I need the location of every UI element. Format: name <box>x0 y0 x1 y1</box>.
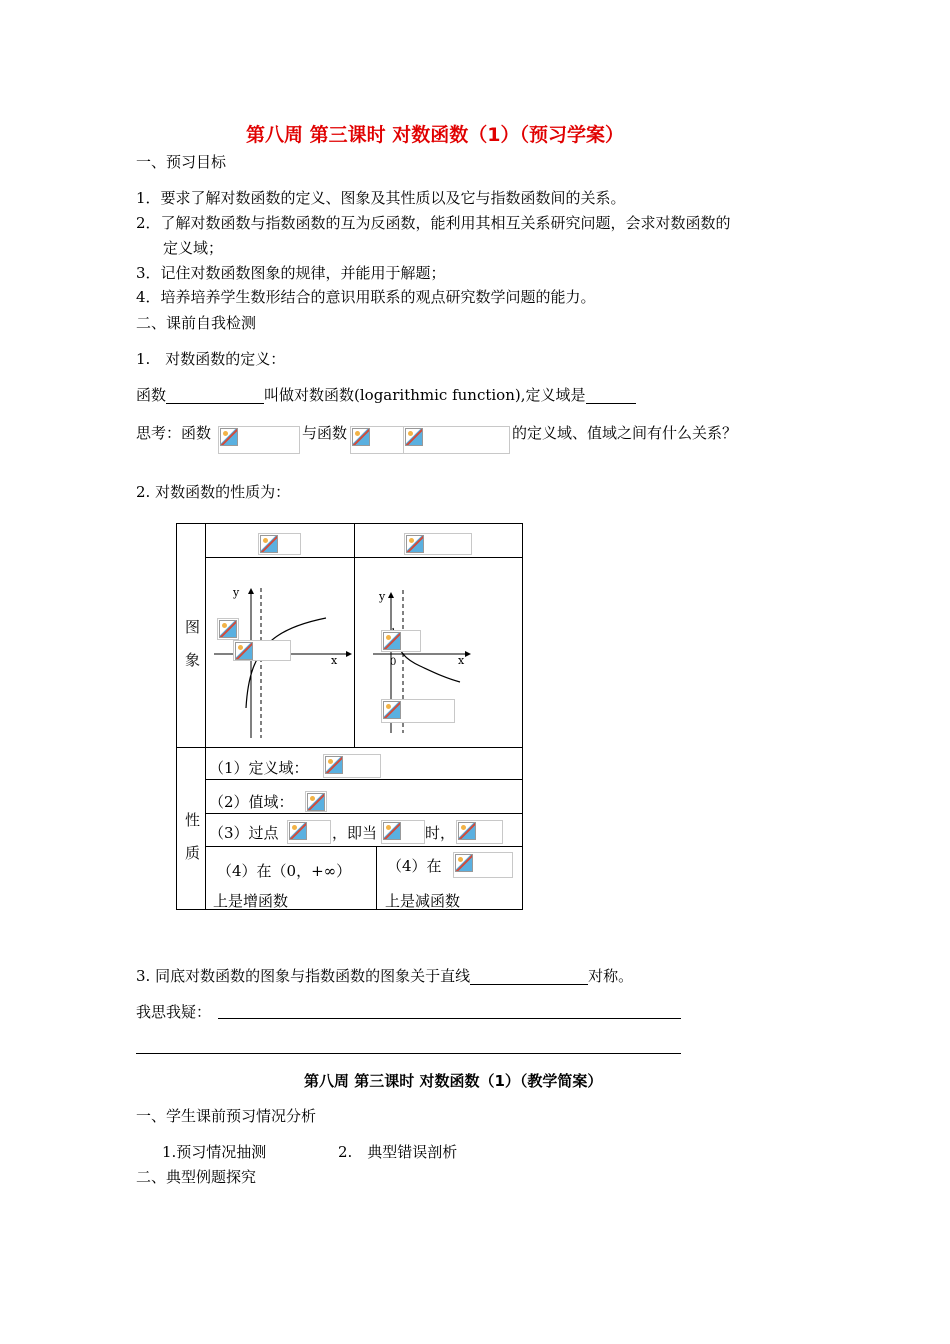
question-2: 2. 对数函数的性质为： <box>136 483 291 501</box>
row-label-graph: 象 <box>185 651 201 669</box>
think-mid: 与函数 <box>302 424 348 442</box>
row-label-graph: 图 <box>185 618 201 636</box>
broken-image-icon <box>406 535 424 553</box>
definition-line <box>136 386 636 404</box>
broken-image-icon <box>383 822 401 840</box>
broken-image-icon <box>325 756 343 774</box>
range-placeholder <box>305 791 327 812</box>
table-divider <box>376 846 377 909</box>
plan-heading-1: 一、学生课前预习情况分析 <box>136 1107 317 1125</box>
point-placeholder <box>287 820 331 844</box>
graph2-x-label: x <box>458 654 465 667</box>
reflection-line[interactable] <box>136 1053 681 1054</box>
table-divider <box>205 846 523 847</box>
section2-heading: 二、课前自我检测 <box>136 314 257 332</box>
graph-label-placeholder <box>217 618 239 640</box>
broken-image-icon <box>289 822 307 840</box>
formula-image-placeholder <box>403 426 510 454</box>
goal-item-3: 3．记住对数函数图象的规律，并能用于解题； <box>136 264 446 282</box>
properties-table <box>176 523 523 910</box>
broken-image-icon <box>307 793 325 811</box>
definition-mid: 叫做对数函数(logarithmic function),定义域是 <box>264 386 586 404</box>
property-point-a: （3）过点 <box>209 824 279 842</box>
broken-image-icon <box>352 428 370 446</box>
property-decreasing-b: 上是减函数 <box>385 892 461 910</box>
broken-image-icon <box>219 620 237 638</box>
header-condition-placeholder <box>404 533 472 555</box>
section1-heading: 一、预习目标 <box>136 153 227 171</box>
domain-blank[interactable] <box>586 387 636 404</box>
plan-heading-2: 二、典型例题探究 <box>136 1168 257 1186</box>
interval-placeholder <box>453 852 513 878</box>
definition-blank[interactable] <box>166 387 264 404</box>
graph1-x-label: x <box>331 654 338 667</box>
graph1-y-label: y <box>233 586 240 599</box>
property-point-b: ，即当 <box>332 824 378 842</box>
table-divider <box>177 747 523 748</box>
goal-item-2: 2．了解对数函数与指数函数的互为反函数，能利用其相互关系研究问题，会求对数函数的 <box>136 214 731 232</box>
point-placeholder <box>381 820 425 844</box>
broken-image-icon <box>455 854 473 872</box>
reflection-line[interactable] <box>218 1018 681 1019</box>
broken-image-icon <box>235 642 253 660</box>
property-range: （2）值域： <box>209 793 294 811</box>
broken-image-icon <box>383 632 401 650</box>
property-point-c: 时， <box>425 824 456 842</box>
reflection-label: 我思我疑： <box>136 1003 212 1021</box>
broken-image-icon <box>383 701 401 719</box>
plan-sub-2: 2. 典型错误剖析 <box>338 1143 458 1161</box>
graph-label-placeholder <box>381 630 421 652</box>
property-increasing-b: 上是增函数 <box>213 892 289 910</box>
question-3 <box>136 967 633 985</box>
property-increasing-a: （4）在（0，+∞） <box>217 862 352 880</box>
goal-item-2-cont: 定义域； <box>163 239 224 257</box>
graph-label-placeholder <box>233 640 291 661</box>
definition-prefix: 函数 <box>136 386 167 404</box>
table-divider <box>205 813 523 814</box>
row-label-properties: 性 <box>185 811 201 829</box>
plan-title: 第八周 第三课时 对数函数（1）（教学简案） <box>304 1072 603 1090</box>
graph2-y-label: y <box>379 590 386 603</box>
question-3-suffix: 对称。 <box>588 967 634 985</box>
symmetry-line-blank[interactable] <box>470 968 588 985</box>
formula-image-placeholder <box>218 426 300 454</box>
goal-item-4: 4．培养培养学生数形结合的意识用联系的观点研究数学问题的能力。 <box>136 288 596 306</box>
table-divider <box>205 779 523 780</box>
broken-image-icon <box>458 822 476 840</box>
page-title: 第八周 第三课时 对数函数（1）（预习学案） <box>246 124 624 146</box>
property-decreasing-a: （4）在 <box>387 857 442 875</box>
row-label-properties: 质 <box>185 844 201 862</box>
point-placeholder <box>456 820 503 844</box>
broken-image-icon <box>220 428 238 446</box>
domain-placeholder <box>323 754 381 778</box>
graph-label-placeholder <box>381 699 455 723</box>
question-3-prefix: 3. 同底对数函数的图象与指数函数的图象关于直线 <box>136 967 471 985</box>
property-domain: （1）定义域： <box>209 759 309 777</box>
graph2-origin-label: 0 <box>390 657 397 668</box>
think-suffix: 的定义域、值域之间有什么关系？ <box>512 424 738 442</box>
broken-image-icon <box>260 535 278 553</box>
formula-image-placeholder <box>350 426 404 454</box>
broken-image-icon <box>405 428 423 446</box>
header-condition-placeholder <box>258 533 301 555</box>
goal-item-1: 1．要求了解对数函数的定义、图象及其性质以及它与指数函数间的关系。 <box>136 189 626 207</box>
think-prefix: 思考：函数 <box>136 424 212 442</box>
plan-sub-1: 1.预习情况抽测 <box>162 1143 267 1161</box>
question-1: 1. 对数函数的定义： <box>136 350 286 368</box>
